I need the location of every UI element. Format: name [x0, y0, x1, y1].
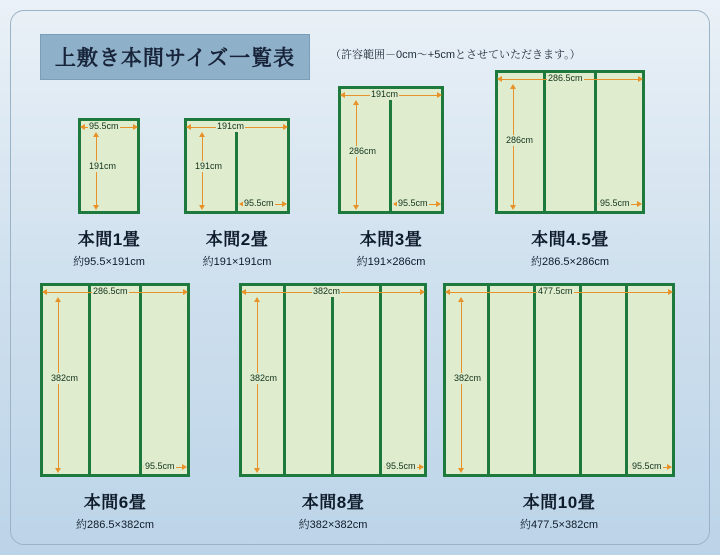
tatami-divider — [88, 286, 91, 474]
height-arrow-down — [458, 468, 464, 473]
height-arrow-up — [93, 132, 99, 137]
width-arrow-right — [183, 289, 188, 295]
diagram-honma-10jo — [443, 283, 675, 477]
width-label: 286.5cm — [548, 73, 583, 83]
height-label: 191cm — [195, 161, 223, 171]
caption-name: 本間4.5畳 — [531, 230, 609, 249]
caption-name: 本間6畳 — [83, 493, 147, 512]
diagram-honma-1jo — [78, 118, 140, 214]
sub-width-label: 95.5cm — [386, 461, 416, 471]
height-arrow-up — [254, 297, 260, 302]
tatami-divider — [625, 286, 628, 474]
caption-size: 約191×286cm — [356, 256, 426, 268]
height-arrow-up — [55, 297, 61, 302]
width-arrow-right — [283, 124, 288, 130]
tatami-divider — [139, 286, 142, 474]
height-label: 286cm — [349, 146, 377, 156]
width-arrow-left — [340, 92, 345, 98]
width-arrow-right — [133, 124, 138, 130]
tatami-divider — [389, 89, 392, 211]
sub-width-arrow-right — [282, 201, 287, 207]
height-label: 382cm — [454, 373, 482, 383]
tolerance-note: （許容範囲－0cm～+5cmとさせていただきます。） — [330, 49, 581, 61]
sub-width-arrow-right — [182, 464, 187, 470]
height-arrow-down — [93, 205, 99, 210]
caption-name: 本間3畳 — [359, 230, 423, 249]
sub-width-arrow-right — [436, 201, 441, 207]
sub-width-label: 95.5cm — [145, 461, 175, 471]
height-label: 382cm — [51, 373, 79, 383]
caption-name: 本間8畳 — [301, 493, 365, 512]
caption-size: 約286.5×382cm — [76, 519, 154, 531]
caption-honma-8jo — [273, 488, 393, 532]
width-label: 191cm — [371, 89, 399, 99]
sub-width-label: 95.5cm — [398, 198, 428, 208]
sub-width-label: 95.5cm — [632, 461, 662, 471]
tatami-divider — [594, 73, 597, 211]
caption-name: 本間10畳 — [522, 493, 596, 512]
sub-width-arrow-right — [667, 464, 672, 470]
caption-size: 約477.5×382cm — [520, 519, 598, 531]
caption-honma-1jo — [49, 225, 169, 269]
height-arrow-up — [510, 84, 516, 89]
height-arrow-down — [199, 205, 205, 210]
caption-honma-3jo — [331, 225, 451, 269]
height-arrow-up — [353, 100, 359, 105]
width-label: 191cm — [217, 121, 245, 131]
width-label: 382cm — [313, 286, 341, 296]
width-arrow-right — [437, 92, 442, 98]
diagram-honma-3jo — [338, 86, 444, 214]
height-dimension-line — [513, 88, 514, 208]
sub-width-arrow-right — [419, 464, 424, 470]
height-arrow-down — [55, 468, 61, 473]
tatami-divider — [235, 121, 238, 211]
caption-size: 約95.5×191cm — [73, 256, 145, 268]
width-arrow-right — [668, 289, 673, 295]
tatami-divider — [283, 286, 286, 474]
diagram-honma-45jo — [495, 70, 645, 214]
diagram-honma-2jo — [184, 118, 290, 214]
page-title — [40, 34, 310, 80]
caption-size: 約191×191cm — [202, 256, 272, 268]
tatami-divider — [543, 73, 546, 211]
width-arrow-left — [445, 289, 450, 295]
caption-honma-2jo — [177, 225, 297, 269]
caption-honma-10jo — [499, 488, 619, 532]
tatami-divider — [331, 286, 334, 474]
width-label: 477.5cm — [538, 286, 573, 296]
sub-width-label: 95.5cm — [600, 198, 630, 208]
page-title-text: 上敷き本間サイズ一覧表 — [54, 47, 296, 70]
width-label: 286.5cm — [93, 286, 128, 296]
width-arrow-right — [638, 76, 643, 82]
tatami-divider — [379, 286, 382, 474]
height-arrow-up — [199, 132, 205, 137]
caption-honma-45jo — [510, 225, 630, 269]
height-dimension-line — [96, 136, 97, 208]
height-arrow-up — [458, 297, 464, 302]
width-arrow-left — [186, 124, 191, 130]
height-label: 382cm — [250, 373, 278, 383]
width-arrow-left — [42, 289, 47, 295]
height-dimension-line — [202, 136, 203, 208]
width-arrow-left — [80, 124, 85, 130]
caption-size: 約382×382cm — [298, 519, 368, 531]
tatami-divider — [533, 286, 536, 474]
width-arrow-right — [420, 289, 425, 295]
tatami-divider — [487, 286, 490, 474]
height-arrow-down — [510, 205, 516, 210]
width-label: 95.5cm — [89, 121, 119, 131]
caption-name: 本間1畳 — [77, 230, 141, 249]
width-arrow-left — [241, 289, 246, 295]
height-dimension-line — [461, 301, 462, 471]
height-dimension-line — [58, 301, 59, 471]
caption-honma-6jo — [55, 488, 175, 532]
sub-width-label: 95.5cm — [244, 198, 274, 208]
diagram-honma-8jo — [239, 283, 427, 477]
height-arrow-down — [353, 205, 359, 210]
height-label: 191cm — [89, 161, 117, 171]
tatami-divider — [579, 286, 582, 474]
height-arrow-down — [254, 468, 260, 473]
sub-width-arrow-right — [637, 201, 642, 207]
height-label: 286cm — [506, 135, 534, 145]
caption-name: 本間2畳 — [205, 230, 269, 249]
height-dimension-line — [257, 301, 258, 471]
diagram-honma-6jo — [40, 283, 190, 477]
caption-size: 約286.5×286cm — [531, 256, 609, 268]
width-arrow-left — [497, 76, 502, 82]
